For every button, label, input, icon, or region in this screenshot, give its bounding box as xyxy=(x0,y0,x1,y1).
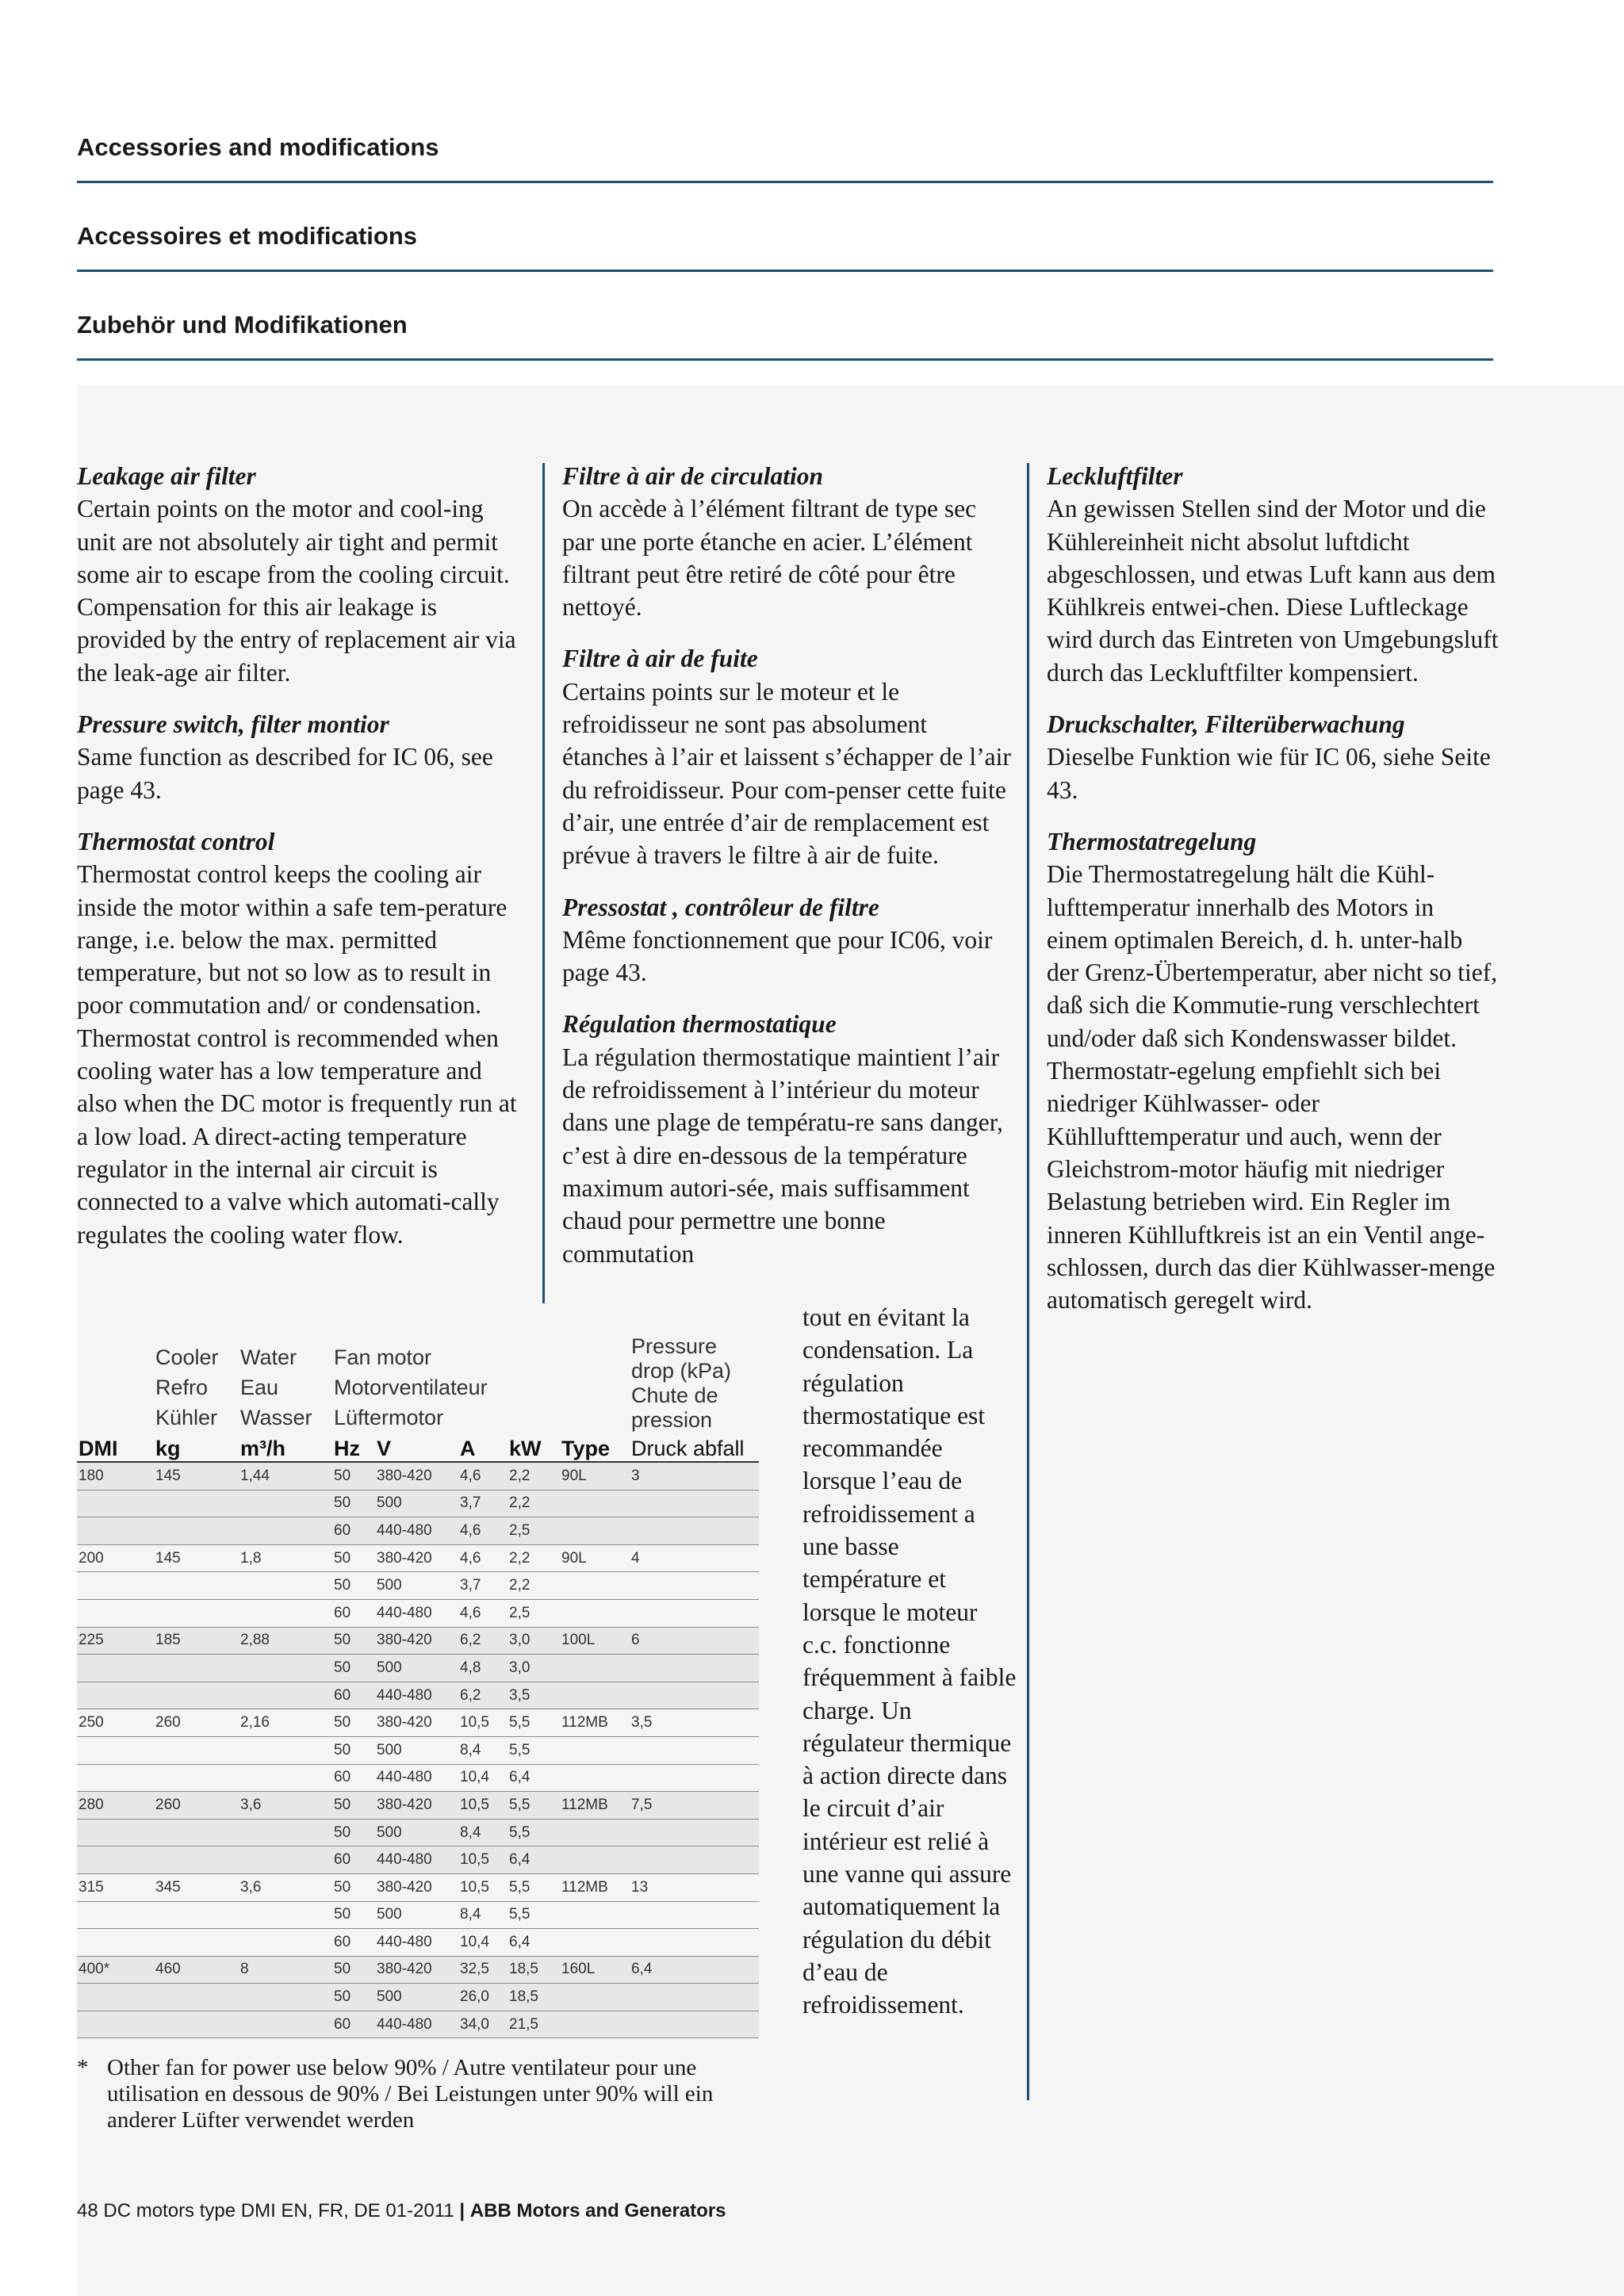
cell-dmi xyxy=(77,1764,154,1792)
cell-type xyxy=(560,1655,630,1682)
cell-power: 6,4 xyxy=(508,1764,560,1792)
header-fan-en: Fan motor xyxy=(334,1345,432,1369)
cell-pressure-drop xyxy=(630,1764,759,1792)
cell-dmi xyxy=(77,1572,154,1600)
cell-current: 10,5 xyxy=(458,1873,508,1901)
cell-water-flow xyxy=(239,1819,332,1846)
cell-dmi xyxy=(77,2011,154,2038)
cell-water-flow xyxy=(239,1901,332,1929)
header-fan-motor xyxy=(332,1334,560,1433)
cell-voltage: 500 xyxy=(375,1736,458,1764)
cell-weight xyxy=(154,1490,239,1517)
cell-current: 34,0 xyxy=(458,2011,508,2038)
cell-voltage: 440-480 xyxy=(375,2011,458,2038)
table-row xyxy=(77,1929,759,1957)
cell-power: 6,4 xyxy=(508,1846,560,1874)
document-title: DC motors type DMI EN, FR, DE 01-2011 xyxy=(103,2200,454,2221)
heading-en: Accessories and modifications xyxy=(77,133,439,161)
cell-power: 2,2 xyxy=(508,1572,560,1600)
cell-current: 10,5 xyxy=(458,1709,508,1737)
en-section xyxy=(77,708,521,806)
cell-type xyxy=(560,1682,630,1709)
cell-dmi xyxy=(77,1984,154,2011)
table-row xyxy=(77,1764,759,1792)
cell-dmi xyxy=(77,1819,154,1846)
column-french-continued: tout en évitant la condensation. La régulation thermostatique est recommandée lorsque l’eau de refroidissement a une basse température et lorsque le moteur c.c. fonctionne fréquemment à faible charge. Un régulateur thermique à action directe dans le circuit d’air intérieur est relié à une vanne qui assure automatiquement la régulation du débit d’eau de refroidissement. xyxy=(802,1303,1017,2019)
cell-water-flow: 3,6 xyxy=(239,1873,332,1901)
section-title: Pressostat , contrôleur de filtre xyxy=(562,893,879,921)
cell-power: 2,2 xyxy=(508,1544,560,1572)
de-section xyxy=(1047,825,1499,1316)
cell-type xyxy=(560,1572,630,1600)
cell-dmi xyxy=(77,1929,154,1957)
cell-pressure-drop: 3 xyxy=(630,1462,759,1490)
cell-pressure-drop xyxy=(630,1655,759,1682)
cell-hz: 60 xyxy=(332,1599,375,1627)
fr-section xyxy=(562,1008,1014,1269)
section-body: Certains points sur le moteur et le refroidisseur ne sont pas absolument étanches à l’air et laissent s’échapper de l’air du refroidisseur. Pour com-penser cette fuite d’air, une entrée d’air de remplacement est prévue à travers le filtre à air de fuite. xyxy=(562,677,1011,870)
cell-power: 2,5 xyxy=(508,1517,560,1545)
cell-current: 4,6 xyxy=(458,1517,508,1545)
table-row xyxy=(77,1599,759,1627)
table-row xyxy=(77,1490,759,1517)
cell-type xyxy=(560,1517,630,1545)
cell-type xyxy=(560,1490,630,1517)
cell-dmi: 280 xyxy=(77,1792,154,1820)
cell-weight xyxy=(154,1846,239,1874)
table-row xyxy=(77,1736,759,1764)
section-body: Même fonctionnement que pour IC06, voir page 43. xyxy=(562,925,993,987)
cell-power: 5,5 xyxy=(508,1819,560,1846)
cell-water-flow: 3,6 xyxy=(239,1792,332,1820)
heading-fr: Accessoires et modifications xyxy=(77,222,417,250)
table-row xyxy=(77,1956,759,1984)
cell-type: 90L xyxy=(560,1544,630,1572)
section-title: Leckluftfilter xyxy=(1047,462,1183,490)
cell-weight: 260 xyxy=(154,1792,239,1820)
unit-kw: kW xyxy=(508,1433,560,1462)
cell-type xyxy=(560,1984,630,2011)
cell-water-flow xyxy=(239,1929,332,1957)
table-row xyxy=(77,1901,759,1929)
cell-power: 5,5 xyxy=(508,1709,560,1737)
cell-hz: 50 xyxy=(332,1901,375,1929)
cell-hz: 50 xyxy=(332,1873,375,1901)
header-water-fr: Eau xyxy=(240,1376,279,1399)
cell-type: 160L xyxy=(560,1956,630,1984)
table-row xyxy=(77,1627,759,1655)
cell-water-flow xyxy=(239,1490,332,1517)
cell-current: 8,4 xyxy=(458,1819,508,1846)
page-number: 48 xyxy=(77,2200,98,2221)
cell-water-flow xyxy=(239,1599,332,1627)
cell-current: 10,5 xyxy=(458,1846,508,1874)
table-body xyxy=(77,1462,759,2038)
cell-pressure-drop xyxy=(630,1901,759,1929)
cell-dmi xyxy=(77,1901,154,1929)
unit-dmi: DMI xyxy=(77,1433,154,1462)
unit-flow: m³/h xyxy=(239,1433,332,1462)
header-fan-fr: Motorventilateur xyxy=(334,1376,488,1399)
cell-hz: 60 xyxy=(332,1929,375,1957)
cell-current: 32,5 xyxy=(458,1956,508,1984)
cell-hz: 50 xyxy=(332,1462,375,1490)
cell-water-flow xyxy=(239,1846,332,1874)
de-section xyxy=(1047,708,1499,806)
cell-pressure-drop: 7,5 xyxy=(630,1792,759,1820)
cell-weight: 185 xyxy=(154,1627,239,1655)
table-row xyxy=(77,1682,759,1709)
cell-current: 6,2 xyxy=(458,1627,508,1655)
cell-hz: 60 xyxy=(332,1517,375,1545)
cell-weight xyxy=(154,1764,239,1792)
cell-power: 21,5 xyxy=(508,2011,560,2038)
cell-dmi: 250 xyxy=(77,1709,154,1737)
cell-type: 112MB xyxy=(560,1873,630,1901)
cell-weight: 260 xyxy=(154,1709,239,1737)
cell-current: 10,4 xyxy=(458,1929,508,1957)
cell-type xyxy=(560,2011,630,2038)
header-pressure xyxy=(630,1334,759,1433)
heading-de-rule xyxy=(77,358,1493,361)
cell-voltage: 440-480 xyxy=(375,1764,458,1792)
unit-pressure: Druck abfall xyxy=(630,1433,759,1462)
header-water-en: Water xyxy=(240,1345,297,1369)
cell-weight xyxy=(154,1655,239,1682)
cell-current: 10,5 xyxy=(458,1792,508,1820)
section-title: Régulation thermostatique xyxy=(562,1010,837,1039)
footnote-mark: * xyxy=(77,2055,89,2080)
table-row xyxy=(77,1462,759,1490)
cell-type xyxy=(560,1599,630,1627)
header-cooler-de: Kühler xyxy=(155,1406,218,1429)
cell-hz: 50 xyxy=(332,1736,375,1764)
cell-voltage: 500 xyxy=(375,1984,458,2011)
table-row xyxy=(77,1709,759,1737)
header-water-de: Wasser xyxy=(240,1406,312,1429)
cell-voltage: 440-480 xyxy=(375,1517,458,1545)
table-units-row xyxy=(77,1433,759,1462)
header-pressure-en-2: drop (kPa) xyxy=(631,1359,732,1383)
cell-hz: 50 xyxy=(332,1709,375,1737)
cell-water-flow xyxy=(239,1517,332,1545)
table-footnote xyxy=(77,2055,775,2133)
cell-pressure-drop xyxy=(630,1490,759,1517)
cell-weight xyxy=(154,1929,239,1957)
header-type-spacer xyxy=(560,1334,630,1433)
table-row xyxy=(77,1655,759,1682)
cell-voltage: 380-420 xyxy=(375,1873,458,1901)
header-dmi-spacer xyxy=(77,1334,154,1433)
cell-power: 3,0 xyxy=(508,1655,560,1682)
cell-current: 3,7 xyxy=(458,1572,508,1600)
table-row xyxy=(77,1984,759,2011)
table-row xyxy=(77,1572,759,1600)
column-english xyxy=(77,460,521,1270)
cell-weight xyxy=(154,1599,239,1627)
cell-water-flow: 2,16 xyxy=(239,1709,332,1737)
cell-hz: 60 xyxy=(332,1682,375,1709)
header-pressure-en-1: Pressure xyxy=(631,1334,718,1358)
cell-weight xyxy=(154,2011,239,2038)
page-footer xyxy=(77,2200,726,2222)
cell-dmi xyxy=(77,1599,154,1627)
cell-pressure-drop xyxy=(630,1984,759,2011)
table-row xyxy=(77,1517,759,1545)
header-cooler-fr: Refro xyxy=(155,1376,209,1399)
cell-power: 3,0 xyxy=(508,1627,560,1655)
unit-a: A xyxy=(458,1433,508,1462)
cell-dmi xyxy=(77,1682,154,1709)
cell-voltage: 440-480 xyxy=(375,1682,458,1709)
cell-dmi xyxy=(77,1736,154,1764)
cell-weight: 460 xyxy=(154,1956,239,1984)
cell-hz: 60 xyxy=(332,1846,375,1874)
unit-kg: kg xyxy=(154,1433,239,1462)
cell-type: 112MB xyxy=(560,1709,630,1737)
unit-v: V xyxy=(375,1433,458,1462)
cell-dmi: 225 xyxy=(77,1627,154,1655)
section-body: Dieselbe Funktion wie für IC 06, siehe Seite 43. xyxy=(1047,743,1491,804)
section-body: Thermostat control keeps the cooling air inside the motor within a safe tem-perature range, i.e. below the max. permitted temperature, but not so low as to result in poor commutation and/ or condensation. Thermostat control is recommended when cooling water has a low temperature and also when the DC motor is frequently run at a low load. A direct-acting temperature regulator in the internal air circuit is connected to a valve which automati-cally regulates the cooling water flow. xyxy=(77,860,517,1249)
heading-fr-rule xyxy=(77,270,1493,272)
cell-voltage: 380-420 xyxy=(375,1627,458,1655)
cell-weight xyxy=(154,1517,239,1545)
cell-pressure-drop xyxy=(630,1736,759,1764)
cell-power: 18,5 xyxy=(508,1984,560,2011)
cell-voltage: 500 xyxy=(375,1819,458,1846)
cell-pressure-drop xyxy=(630,1846,759,1874)
en-section xyxy=(77,825,521,1251)
cell-voltage: 380-420 xyxy=(375,1462,458,1490)
cell-water-flow: 1,8 xyxy=(239,1544,332,1572)
fr-section xyxy=(562,460,1014,623)
cell-pressure-drop: 4 xyxy=(630,1544,759,1572)
section-body: An gewissen Stellen sind der Motor und die Kühlereinheit nicht absolut luftdicht abgeschlossen, und etwas Luft kann aus dem Kühlkreis entwei-chen. Diese Luftleckage wird durch das Eintreten von Umgebungsluft durch das Leckluftfilter kompensiert. xyxy=(1047,495,1499,687)
cell-power: 2,5 xyxy=(508,1599,560,1627)
header-pressure-fr-2: pression xyxy=(631,1408,713,1432)
cell-type xyxy=(560,1901,630,1929)
cell-hz: 50 xyxy=(332,1819,375,1846)
section-title: Thermostatregelung xyxy=(1047,827,1257,855)
cell-hz: 50 xyxy=(332,1490,375,1517)
column-french-rule xyxy=(542,463,545,1303)
cell-pressure-drop: 3,5 xyxy=(630,1709,759,1737)
table-row xyxy=(77,1792,759,1820)
cell-weight xyxy=(154,1819,239,1846)
cell-hz: 50 xyxy=(332,1572,375,1600)
cell-dmi: 400* xyxy=(77,1956,154,1984)
cell-type xyxy=(560,1736,630,1764)
cell-current: 10,4 xyxy=(458,1764,508,1792)
cell-power: 2,2 xyxy=(508,1462,560,1490)
cell-current: 26,0 xyxy=(458,1984,508,2011)
cell-current: 8,4 xyxy=(458,1901,508,1929)
cell-current: 4,8 xyxy=(458,1655,508,1682)
section-title: Pressure switch, filter montior xyxy=(77,710,389,739)
cell-weight xyxy=(154,1736,239,1764)
cell-water-flow xyxy=(239,2011,332,2038)
cell-dmi xyxy=(77,1846,154,1874)
cell-hz: 50 xyxy=(332,1544,375,1572)
cell-water-flow xyxy=(239,1984,332,2011)
cell-hz: 50 xyxy=(332,1956,375,1984)
cell-voltage: 500 xyxy=(375,1572,458,1600)
footnote-text: Other fan for power use below 90% / Autre ventilateur pour une utilisation en dessous de 90% / Bei Leistungen unter 90% will ein anderer Lüfter verwendet werden xyxy=(107,2055,714,2133)
cell-power: 5,5 xyxy=(508,1873,560,1901)
table-row xyxy=(77,1544,759,1572)
cell-water-flow xyxy=(239,1655,332,1682)
unit-type: Type xyxy=(560,1433,630,1462)
cell-voltage: 500 xyxy=(375,1490,458,1517)
header-pressure-fr-1: Chute de xyxy=(631,1383,718,1407)
unit-hz: Hz xyxy=(332,1433,375,1462)
cell-type: 90L xyxy=(560,1462,630,1490)
header-water xyxy=(239,1334,332,1433)
footer-brand: ABB Motors and Generators xyxy=(469,2200,726,2221)
cell-power: 5,5 xyxy=(508,1736,560,1764)
cell-voltage: 380-420 xyxy=(375,1709,458,1737)
cell-weight xyxy=(154,1901,239,1929)
cell-type xyxy=(560,1929,630,1957)
header-cooler-en: Cooler xyxy=(155,1345,219,1369)
cell-pressure-drop xyxy=(630,2011,759,2038)
cell-hz: 60 xyxy=(332,1764,375,1792)
cell-voltage: 500 xyxy=(375,1655,458,1682)
cell-dmi: 200 xyxy=(77,1544,154,1572)
cell-water-flow: 8 xyxy=(239,1956,332,1984)
cell-weight xyxy=(154,1682,239,1709)
cooler-data-table xyxy=(77,1334,759,2038)
cell-voltage: 380-420 xyxy=(375,1544,458,1572)
cell-power: 18,5 xyxy=(508,1956,560,1984)
cell-current: 4,6 xyxy=(458,1599,508,1627)
cell-voltage: 500 xyxy=(375,1901,458,1929)
section-body: On accède à l’élément filtrant de type sec par une porte étanche en acier. L’élément filtrant peut être retiré de côté pour être nettoyé. xyxy=(562,495,977,622)
cell-voltage: 380-420 xyxy=(375,1792,458,1820)
cell-dmi: 315 xyxy=(77,1873,154,1901)
cell-type xyxy=(560,1846,630,1874)
cell-pressure-drop xyxy=(630,1599,759,1627)
cell-voltage: 440-480 xyxy=(375,1599,458,1627)
cell-pressure-drop: 13 xyxy=(630,1873,759,1901)
cell-weight: 345 xyxy=(154,1873,239,1901)
section-body: Die Thermostatregelung hält die Kühl-lufttemperatur innerhalb des Motors in einem optimalen Bereich, d. h. unter-halb der Grenz-Übertemperatur, aber nicht so tief, daß sich die Kommutie-rung verschlechtert und/oder daß sich Kondenswasser bildet. Thermostatr-egelung empfiehlt sich bei niedriger Kühlwasser- oder Kühllufttemperatur und auch, wenn der Gleichstrom-motor häufig mit niedriger Belastung betrieben wird. Ein Regler im inneren Kühlluftkreis ist an ein Ventil ange-schlossen, durch das dier Kühlwasser-menge automatisch geregelt wird. xyxy=(1047,860,1498,1314)
cell-type: 100L xyxy=(560,1627,630,1655)
section-body: Certain points on the motor and cool-ing unit are not absolutely air tight and permit some air to escape from the cooling circuit. Compensation for this air leakage is provided by the entry of replacement air via the leak-age air filter. xyxy=(77,495,516,687)
cell-pressure-drop xyxy=(630,1682,759,1709)
cell-water-flow: 2,88 xyxy=(239,1627,332,1655)
fr-section xyxy=(562,891,1014,989)
cell-current: 3,7 xyxy=(458,1490,508,1517)
table-row xyxy=(77,1819,759,1846)
de-section xyxy=(1047,460,1499,689)
cell-dmi xyxy=(77,1517,154,1545)
cell-current: 4,6 xyxy=(458,1544,508,1572)
cell-water-flow xyxy=(239,1682,332,1709)
heading-de: Zubehör und Modifikationen xyxy=(77,311,408,339)
section-title: Filtre à air de fuite xyxy=(562,645,758,673)
cell-type xyxy=(560,1764,630,1792)
cell-dmi xyxy=(77,1655,154,1682)
cell-weight xyxy=(154,1572,239,1600)
cell-hz: 50 xyxy=(332,1792,375,1820)
cell-hz: 60 xyxy=(332,2011,375,2038)
cell-voltage: 440-480 xyxy=(375,1846,458,1874)
cell-voltage: 380-420 xyxy=(375,1956,458,1984)
cell-type: 112MB xyxy=(560,1792,630,1820)
cell-water-flow xyxy=(239,1736,332,1764)
cell-dmi xyxy=(77,1490,154,1517)
table-row xyxy=(77,1846,759,1874)
cell-power: 6,4 xyxy=(508,1929,560,1957)
section-title: Thermostat control xyxy=(77,827,275,855)
cell-weight: 145 xyxy=(154,1544,239,1572)
cell-pressure-drop: 6,4 xyxy=(630,1956,759,1984)
cell-type xyxy=(560,1819,630,1846)
cell-weight: 145 xyxy=(154,1462,239,1490)
column-french xyxy=(562,460,1014,1289)
cell-pressure-drop: 6 xyxy=(630,1627,759,1655)
cell-weight xyxy=(154,1984,239,2011)
section-title: Druckschalter, Filterüberwachung xyxy=(1047,710,1405,739)
section-body: Same function as described for IC 06, see page 43. xyxy=(77,743,493,804)
section-title: Leakage air filter xyxy=(77,462,256,490)
column-german xyxy=(1047,460,1499,1335)
cell-power: 5,5 xyxy=(508,1901,560,1929)
cell-water-flow xyxy=(239,1764,332,1792)
cell-water-flow: 1,44 xyxy=(239,1462,332,1490)
table-header-row xyxy=(77,1334,759,1433)
cell-current: 6,2 xyxy=(458,1682,508,1709)
heading-en-rule xyxy=(77,181,1493,183)
cell-current: 4,6 xyxy=(458,1462,508,1490)
cell-voltage: 440-480 xyxy=(375,1929,458,1957)
en-section xyxy=(77,460,521,689)
footer-separator: | xyxy=(459,2200,465,2221)
cell-dmi: 180 xyxy=(77,1462,154,1490)
header-cooler xyxy=(154,1334,239,1433)
cell-hz: 50 xyxy=(332,1655,375,1682)
cell-power: 3,5 xyxy=(508,1682,560,1709)
table-row xyxy=(77,1873,759,1901)
fr-section xyxy=(562,642,1014,871)
cell-power: 5,5 xyxy=(508,1792,560,1820)
cell-hz: 50 xyxy=(332,1984,375,2011)
cell-pressure-drop xyxy=(630,1572,759,1600)
header-fan-de: Lüftermotor xyxy=(334,1406,444,1429)
section-body: La régulation thermostatique maintient l’air de refroidissement à l’intérieur du moteur dans une plage de températu-re sans danger, c’est à dire en-dessous de la température maximum autori-sée, mais suffisamment chaud pour permettre une bonne commutation xyxy=(562,1043,1003,1268)
cell-pressure-drop xyxy=(630,1929,759,1957)
cell-current: 8,4 xyxy=(458,1736,508,1764)
cell-water-flow xyxy=(239,1572,332,1600)
column-german-rule xyxy=(1027,463,1029,2100)
table-row xyxy=(77,2011,759,2038)
cell-power: 2,2 xyxy=(508,1490,560,1517)
cell-pressure-drop xyxy=(630,1517,759,1545)
cell-hz: 50 xyxy=(332,1627,375,1655)
section-title: Filtre à air de circulation xyxy=(562,462,824,490)
cell-pressure-drop xyxy=(630,1819,759,1846)
